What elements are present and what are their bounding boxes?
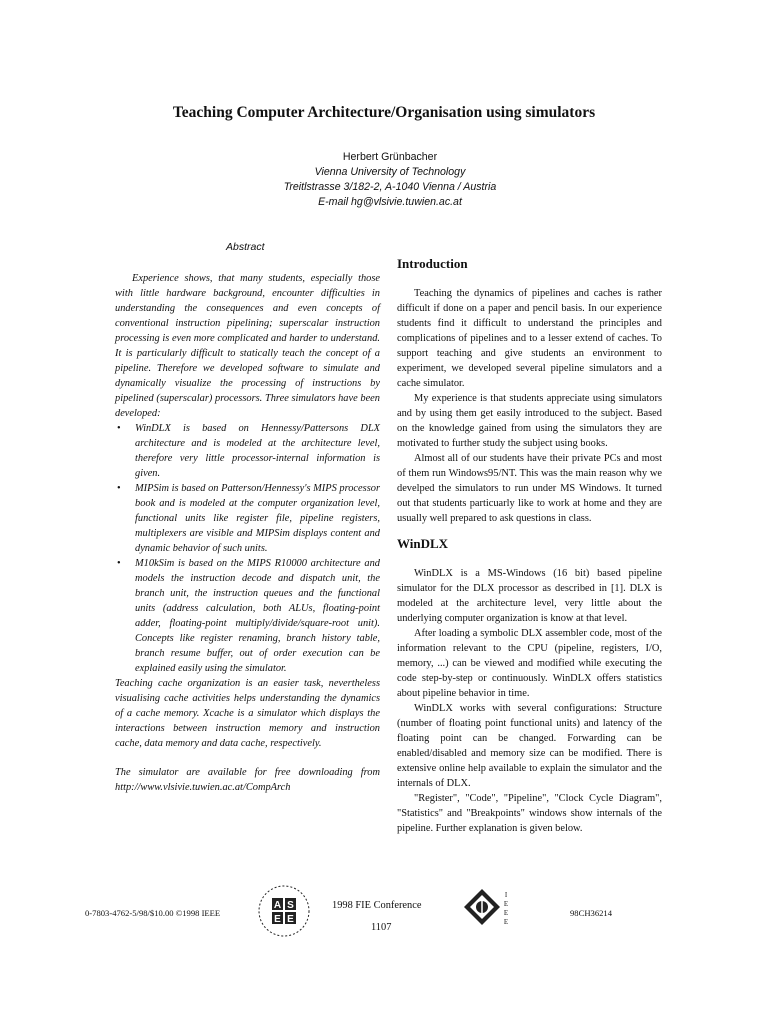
list-item-text: MIPSim is based on Patterson/Hennessy's MIPS processor book and is modeled at the computer organization level, functional units like register file, pipeline registers, multiplexers are visible and MIPSim displays content and dynamic behavior of such units. bbox=[135, 483, 380, 554]
windlx-paragraph: After loading a symbolic DLX assembler code, most of the information relevant to the CPU (pipeline, registers, I/O, memory, ...) can be viewed and modified while executing the code step-by-step or continuously. WinDLX offers statistics about pipeline behavior in time. bbox=[397, 628, 662, 699]
windlx-paragraph: WinDLX works with several configurations: Structure (number of floating point functional units) and latency of the floating point can be changed. Forwarding can be enabled/disabled and memory size can be modified. There is extensive online help available to explain the simulator and the internals of DLX. bbox=[397, 703, 662, 789]
list-item-text: WinDLX is based on Hennessy/Pattersons DLX architecture and is modeled at the architecture level, therefore very little processor-internal information is given. bbox=[135, 423, 380, 479]
intro-paragraph: Almost all of our students have their private PCs and most of them run Windows95/NT. This was the main reason why we develped the simulators to run under MS Windows. It turned out that students particuarly like to work at home and they are usually well prepared to ask questions in class. bbox=[397, 453, 662, 524]
author-email: E-mail hg@vlsivie.tuwien.ac.at bbox=[318, 196, 462, 208]
svg-text:E: E bbox=[503, 909, 509, 917]
svg-text:E: E bbox=[503, 900, 509, 908]
list-item bbox=[115, 556, 380, 676]
intro-paragraph: Teaching the dynamics of pipelines and caches is rather difficult if done on a paper and pencil basis. In our experience students find it difficult to understand the principles and complications of pipelines and to a lesser extend of caches. To support teaching and give students an environment to experiment, we developed several pipeline simulators and a cache simulator. bbox=[397, 288, 662, 389]
page-number: 1107 bbox=[371, 922, 392, 933]
bullet-icon: • bbox=[117, 558, 121, 569]
svg-text:I: I bbox=[504, 891, 508, 899]
abstract-intro: Experience shows, that many students, especially those with little hardware background, encounter difficulties in understanding the consequences and even concepts of conventional instruction pipelining; superscalar instruction processing is even more complicated and harder to understand. It is particularly difficult to statically teach the concept of a pipeline. Therefore we developed software to simulate and dynamically visualize the processing of instructions by pipelined (superscalar) processors. Three simulators have been developed: bbox=[115, 273, 380, 419]
windlx-heading: WinDLX bbox=[397, 536, 449, 551]
svg-text:A: A bbox=[273, 900, 282, 911]
footer-conference: 1998 FIE Conference bbox=[332, 900, 422, 911]
svg-text:S: S bbox=[287, 900, 294, 911]
author-name: Herbert Grünbacher bbox=[342, 151, 438, 163]
svg-text:E: E bbox=[287, 914, 294, 925]
windlx-paragraph: "Register", "Code", "Pipeline", "Clock Cycle Diagram", "Statistics" and "Breakpoints" windows show internals of the pipeline. Further explanation is given below. bbox=[397, 793, 662, 834]
author-block bbox=[200, 150, 580, 210]
abstract-column bbox=[115, 271, 380, 795]
bullet-icon: • bbox=[117, 483, 121, 494]
footer-isbn: 0-7803-4762-5/98/$10.00 ©1998 IEEE bbox=[85, 908, 221, 918]
list-item bbox=[115, 481, 380, 556]
author-address: Treitlstrasse 3/182-2, A-1040 Vienna / Austria bbox=[283, 181, 497, 193]
body-column bbox=[397, 256, 662, 836]
intro-paragraph: My experience is that students appreciate using simulators and by using them get easily introduced to the subject. Based on the knowledge gained from using the simulators they are motivated to further study the subject using books. bbox=[397, 393, 662, 449]
abstract-download-paragraph: The simulator are available for free downloading from http://www.vlsivie.tuwien.ac.at/CompArch bbox=[115, 767, 380, 793]
list-item-text: M10kSim is based on the MIPS R10000 architecture and models the instruction decode and dispatch unit, the branch unit, the instruction queues and the functional units (address calculation, both ALUs, floating-point adder, floating-point multiply/divide/square-root unit). Concepts like register renaming, branch history table, branch resume buffer, out of order execution can be explained easily using the simulator. bbox=[135, 558, 380, 674]
asee-logo bbox=[257, 884, 311, 938]
svg-text:E: E bbox=[503, 918, 509, 926]
footer-code: 98CH36214 bbox=[570, 908, 613, 918]
author-affiliation: Vienna University of Technology bbox=[314, 166, 466, 178]
abstract-heading: Abstract bbox=[226, 241, 265, 253]
introduction-heading: Introduction bbox=[397, 256, 468, 271]
list-item bbox=[115, 421, 380, 481]
windlx-paragraph: WinDLX is a MS-Windows (16 bit) based pipeline simulator for the DLX processor as described in [1]. DLX is modeled at the architecture level, very little about the underlying computer organization is know at that level. bbox=[397, 568, 662, 624]
abstract-cache-paragraph: Teaching cache organization is an easier task, nevertheless visualising cache activities helps understanding the dynamics of a cache memory. Xcache is a simulator which displays the interactions between instruction memory and instruction cache, data memory and data cache, respectively. bbox=[115, 678, 380, 749]
ieee-logo bbox=[462, 887, 510, 935]
bullet-icon: • bbox=[117, 423, 121, 434]
simulator-list bbox=[115, 421, 380, 676]
paper-title: Teaching Computer Architecture/Organisation using simulators bbox=[172, 104, 596, 121]
svg-text:E: E bbox=[274, 914, 281, 925]
